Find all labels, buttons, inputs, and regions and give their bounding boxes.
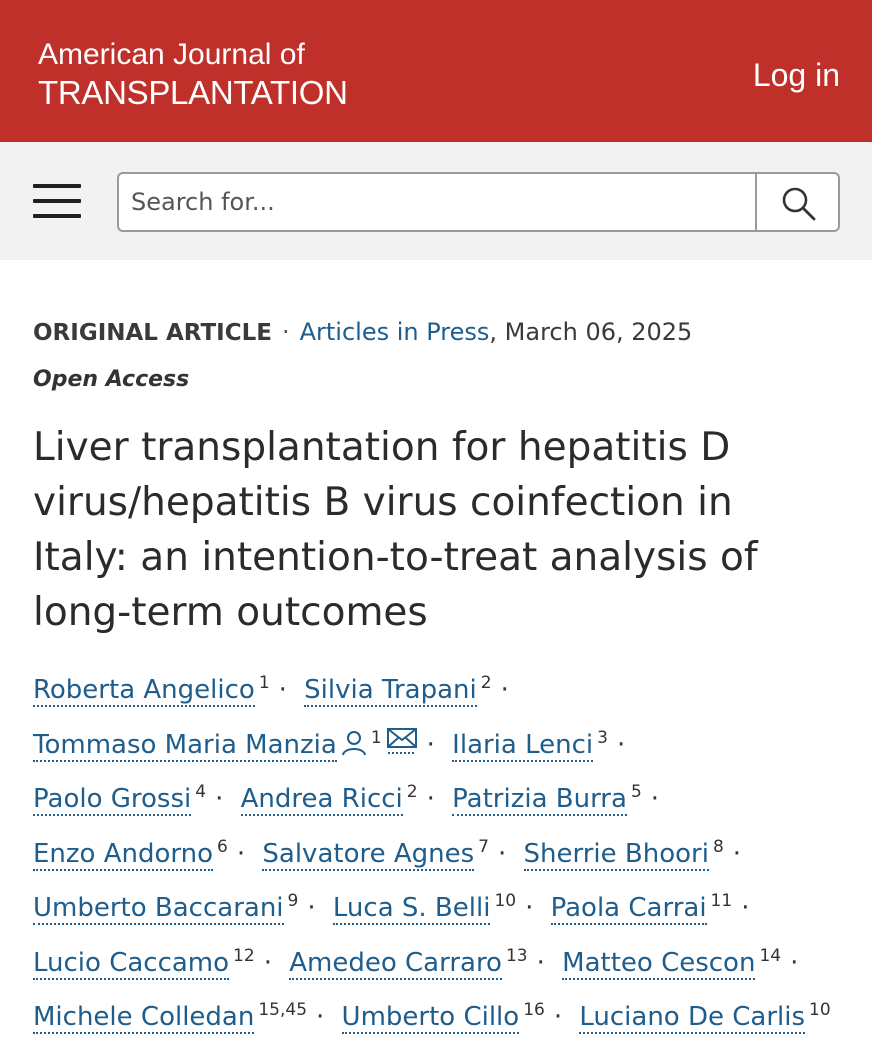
article-title: Liver transplantation for hepatitis D virus/hepatitis B virus coinfection in Italy: an intention-to-treat analysis of long-term outcomes [33,425,758,635]
affiliation-number[interactable]: 15,45 [258,1000,308,1020]
affiliation-number[interactable]: 1 [258,673,270,693]
author-link[interactable]: Enzo Andorno [33,838,214,869]
journal-name-line2: TRANSPLANTATION [38,74,348,111]
separator-dot: · [236,838,246,869]
login-link[interactable]: Log in [752,57,840,93]
site-header [0,0,872,142]
menu-bar [33,214,81,218]
hamburger-menu-icon[interactable] [33,182,83,222]
separator-dot: · [426,784,435,814]
separator-dot: · [650,784,660,814]
separator-dot: · [732,838,742,869]
separator-dot: · [616,729,626,760]
affiliation-number[interactable]: 12 [233,945,255,966]
author-link[interactable]: Luca S. Belli [332,893,491,923]
separator-dot: · [281,318,290,346]
separator-dot: · [307,893,316,923]
journal-logo[interactable] [38,38,368,113]
affiliation-number[interactable]: 3 [597,727,608,748]
articles-in-press-link[interactable]: Articles in Press [299,318,490,346]
affiliation-number[interactable]: 11 [710,891,733,911]
affiliation-number[interactable]: 4 [195,782,207,802]
affiliation-number[interactable]: 14 [759,945,782,966]
publication-date: , March 06, 2025 [489,318,693,346]
author-link[interactable]: Paolo Grossi [33,784,192,814]
affiliation-number[interactable]: 13 [505,945,528,966]
affiliation-number[interactable]: 10 [494,891,517,911]
separator-dot: · [525,893,534,923]
menu-bar [33,199,81,203]
author-link[interactable]: Patrizia Burra [452,784,627,814]
author-link[interactable]: Tommaso Maria Manzia [33,729,337,760]
separator-dot: · [790,947,799,978]
search-input[interactable] [117,172,757,232]
separator-dot: · [263,947,272,978]
article-type: ORIGINAL ARTICLE [33,320,272,346]
affiliation-number[interactable]: 16 [523,1000,545,1020]
separator-dot: · [498,838,507,869]
author-link[interactable]: Amedeo Carraro [289,947,502,978]
affiliation-number[interactable]: 2 [480,673,492,693]
author-link[interactable]: Umberto Cillo [341,1002,520,1032]
menu-bar [33,184,81,188]
author-link[interactable]: Roberta Angelico [33,675,255,705]
separator-dot: · [553,1002,563,1032]
affiliation-number[interactable]: 1 [370,727,382,748]
author-link[interactable]: Paola Carrai [550,893,707,923]
open-access-label: Open Access [33,367,190,392]
affiliation-number[interactable]: 7 [478,836,489,857]
author-link[interactable]: Michele Colledan [33,1002,255,1032]
author-link[interactable]: Matteo Cescon [562,947,756,978]
affiliation-number[interactable]: 9 [287,891,299,911]
author-link[interactable]: Umberto Baccarani [33,893,284,923]
affiliation-number[interactable]: 5 [630,782,642,802]
author-list [33,660,868,1042]
affiliation-number[interactable]: 10 [809,1000,831,1020]
separator-dot: · [500,675,509,705]
journal-name-line1: American Journal of [38,38,305,71]
mail-icon[interactable] [386,726,418,756]
separator-dot: · [536,947,545,978]
person-icon[interactable] [341,730,367,756]
affiliation-number[interactable]: 6 [217,836,228,857]
separator-dot: · [741,893,750,923]
author-link[interactable]: Salvatore Agnes [262,838,475,869]
search-icon [781,186,817,222]
author-link[interactable]: Lucio Caccamo [33,947,230,978]
author-link[interactable]: Sherrie Bhoori [523,838,709,869]
search-button[interactable] [755,172,840,232]
author-link[interactable]: Luciano De Carlis [579,1002,806,1032]
separator-dot: · [426,729,435,760]
author-link[interactable]: Andrea Ricci [240,784,403,814]
author-link[interactable]: Ilaria Lenci [452,729,594,760]
article-meta [33,316,692,349]
affiliation-number[interactable]: 8 [712,836,724,857]
separator-dot: · [316,1002,325,1032]
affiliation-number[interactable]: 2 [406,782,418,802]
separator-dot: · [278,675,287,705]
separator-dot: · [215,784,224,814]
author-link[interactable]: Silvia Trapani [304,675,477,705]
